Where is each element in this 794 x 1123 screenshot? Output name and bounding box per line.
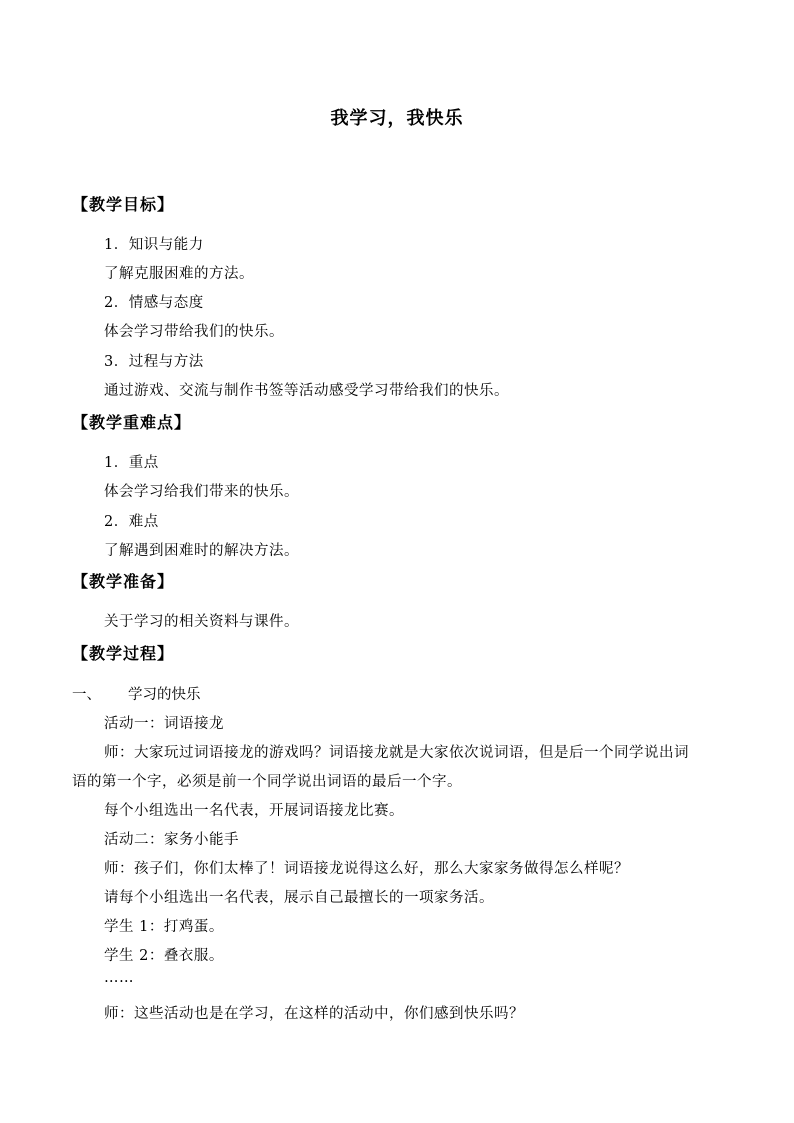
goal-text-2: 体会学习带给我们的快乐。 — [104, 324, 284, 340]
key-point-text-2: 了解遇到困难时的解决方法。 — [104, 543, 299, 559]
section-heading-preparation: 【教学准备】 — [72, 572, 175, 591]
preparation-text: 关于学习的相关资料与课件。 — [104, 614, 299, 630]
process-line-9: 学生 2：叠衣服。 — [104, 948, 224, 964]
goal-text-3: 通过游戏、交流与制作书签等活动感受学习带给我们的快乐。 — [104, 383, 509, 399]
process-line-4: 每个小组选出一名代表，开展词语接龙比赛。 — [104, 803, 404, 819]
process-part-title: 学习的快乐 — [128, 687, 201, 703]
goal-label-3: 3．过程与方法 — [104, 354, 204, 370]
goal-text-1: 了解克服困难的方法。 — [104, 266, 254, 282]
goal-label-1: 1．知识与能力 — [104, 237, 204, 253]
process-line-6: 师：孩子们，你们太棒了！词语接龙说得这么好，那么大家家务做得怎么样呢？ — [104, 861, 629, 877]
process-line-1: 活动一：词语接龙 — [104, 716, 224, 732]
section-heading-process: 【教学过程】 — [72, 644, 175, 663]
process-part-number: 一、 — [72, 687, 101, 703]
key-point-label-2: 2．难点 — [104, 514, 159, 530]
process-line-5: 活动二：家务小能手 — [104, 832, 239, 848]
section-heading-goals: 【教学目标】 — [72, 195, 175, 214]
key-point-label-1: 1．重点 — [104, 455, 159, 471]
key-point-text-1: 体会学习给我们带来的快乐。 — [104, 484, 299, 500]
goal-label-2: 2．情感与态度 — [104, 295, 204, 311]
document-title: 我学习，我快乐 — [330, 108, 464, 129]
process-line-11: 师：这些活动也是在学习，在这样的活动中，你们感到快乐吗？ — [104, 1006, 524, 1022]
process-line-2: 师：大家玩过词语接龙的游戏吗？词语接龙就是大家依次说词语，但是后一个同学说出词 — [104, 745, 689, 761]
process-line-8: 学生 1：打鸡蛋。 — [104, 919, 224, 935]
process-line-7: 请每个小组选出一名代表，展示自己最擅长的一项家务活。 — [104, 890, 494, 906]
process-line-10: …… — [104, 970, 134, 986]
section-heading-key-points: 【教学重难点】 — [72, 413, 192, 432]
process-line-3: 语的第一个字，必须是前一个同学说出词语的最后一个字。 — [72, 774, 462, 790]
